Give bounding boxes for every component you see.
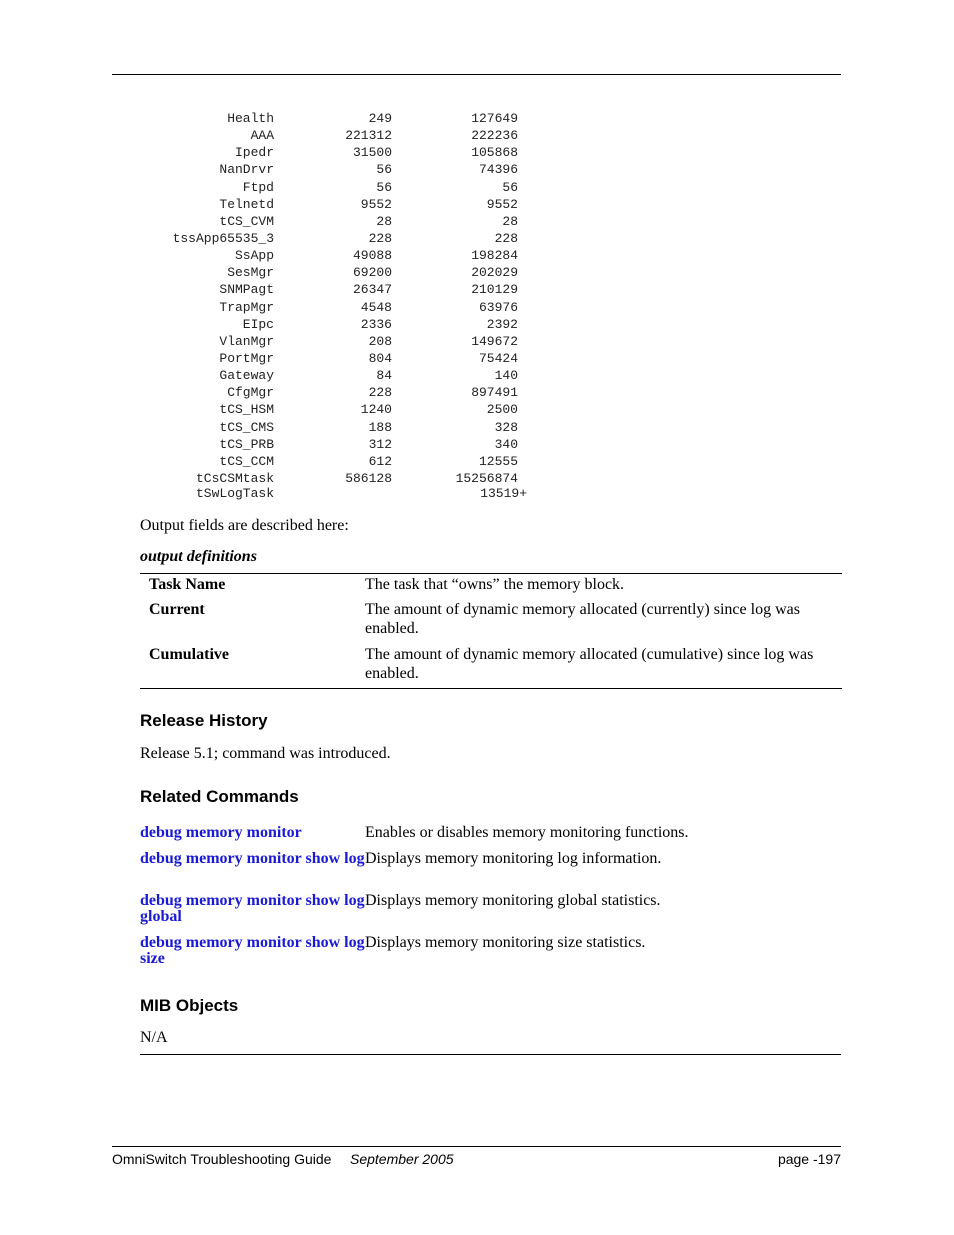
task-name: CfgMgr <box>227 385 274 401</box>
task-row <box>0 196 954 213</box>
release-history-heading: Release History <box>140 711 268 730</box>
task-name: Health <box>227 111 274 126</box>
task-row <box>0 144 954 161</box>
definition-desc: The amount of dynamic memory allocated (cumulative) since log was enabled. <box>365 646 814 682</box>
task-cumulative: 897491 <box>471 385 518 401</box>
task-row <box>0 333 954 350</box>
related-command-row <box>140 825 840 841</box>
task-current: 4548 <box>360 299 392 315</box>
task-current: 26347 <box>352 282 392 298</box>
task-cumulative: 202029 <box>471 265 518 281</box>
table-bottom-rule <box>140 688 842 689</box>
task-row <box>0 401 954 418</box>
task-current: 28 <box>376 213 392 229</box>
task-cumulative: 228 <box>494 230 518 246</box>
related-command-row <box>140 935 840 967</box>
related-command-desc: Displays memory monitoring log information. <box>365 850 662 867</box>
task-cumulative: 340 <box>494 436 518 452</box>
task-name: tssApp65535_3 <box>172 230 274 246</box>
task-name: SsApp <box>234 248 274 264</box>
task-cumulative: 127649 <box>471 111 518 126</box>
task-name: PortMgr <box>219 350 274 366</box>
task-cumulative: 28 <box>502 213 518 229</box>
task-current: 69200 <box>352 265 392 281</box>
task-current: 228 <box>368 230 392 246</box>
task-current: 9552 <box>360 196 392 212</box>
task-current: 56 <box>376 179 392 195</box>
definition-term: Cumulative <box>149 646 229 663</box>
release-history-text: Release 5.1; command was introduced. <box>140 745 391 762</box>
task-row <box>0 230 954 247</box>
task-name: SesMgr <box>227 265 274 281</box>
related-command-link[interactable]: debug memory monitor <box>140 824 302 841</box>
task-row <box>0 299 954 316</box>
task-name: tSwLogTask <box>195 486 274 501</box>
definitions-caption: output definitions <box>140 548 257 565</box>
task-current: 586128 <box>345 470 392 486</box>
task-name: AAA <box>250 128 274 144</box>
footer-guide-title: OmniSwitch Troubleshooting Guide <box>112 1151 332 1167</box>
task-name: tCS_CVM <box>219 213 274 229</box>
task-current: 249 <box>368 111 392 126</box>
task-cumulative: 328 <box>494 419 518 435</box>
task-current: 228 <box>368 385 392 401</box>
task-cumulative: 105868 <box>471 145 518 161</box>
task-row <box>0 453 954 470</box>
task-name: Gateway <box>219 368 274 384</box>
task-row <box>0 110 954 127</box>
section-end-rule <box>140 1054 841 1055</box>
task-row <box>0 436 954 453</box>
task-current: 1240 <box>360 402 392 418</box>
task-name: Ipedr <box>234 145 274 161</box>
definition-desc: The task that “owns” the memory block. <box>365 576 625 593</box>
task-row <box>0 281 954 298</box>
related-command-desc: Displays memory monitoring size statistics. <box>365 934 646 951</box>
task-cumulative: 74396 <box>478 162 518 178</box>
related-command-desc: Displays memory monitoring global statistics. <box>365 892 661 909</box>
related-command-row <box>140 851 840 867</box>
task-current: 56 <box>376 162 392 178</box>
task-cumulative: 63976 <box>478 299 518 315</box>
footer-rule <box>112 1146 841 1147</box>
task-name: Ftpd <box>242 179 274 195</box>
task-cumulative: 198284 <box>471 248 518 264</box>
task-name: tCS_HSM <box>219 402 274 418</box>
footer-page-number: page -197 <box>777 1151 841 1167</box>
task-cumulative: 2500 <box>486 402 518 418</box>
task-current: 208 <box>368 333 392 349</box>
task-name: tCS_CCM <box>219 453 274 469</box>
task-current: 188 <box>368 419 392 435</box>
task-name: tCS_CMS <box>219 419 274 435</box>
related-command-row <box>140 893 840 925</box>
related-command-link[interactable]: debug memory monitor show log global <box>140 892 365 925</box>
task-current: 84 <box>376 368 392 384</box>
task-name: tCsCSMtask <box>195 470 274 486</box>
task-current: 221312 <box>345 128 392 144</box>
task-cumulative: 222236 <box>471 128 518 144</box>
task-cumulative: 15256874 <box>455 470 518 486</box>
task-name: TrapMgr <box>219 299 274 315</box>
related-commands-heading: Related Commands <box>140 787 299 806</box>
task-current: 804 <box>368 350 392 366</box>
task-current: 49088 <box>352 248 392 264</box>
task-name: NanDrvr <box>219 162 274 178</box>
related-command-link[interactable]: debug memory monitor show log <box>140 850 365 867</box>
task-cumulative: 149672 <box>471 333 518 349</box>
definition-desc: The amount of dynamic memory allocated (currently) since log was enabled. <box>365 601 800 637</box>
task-current: 31500 <box>352 145 392 161</box>
task-cumulative: 2392 <box>486 316 518 332</box>
task-name: VlanMgr <box>219 333 274 349</box>
task-cumulative: 75424 <box>478 350 518 366</box>
task-cumulative: 56 <box>502 179 518 195</box>
task-row <box>0 161 954 178</box>
task-current: 312 <box>368 436 392 452</box>
task-name: EIpc <box>242 316 274 332</box>
definition-row <box>140 573 842 594</box>
intro-text: Output fields are described here: <box>140 517 349 534</box>
task-cumulative: 140 <box>494 368 518 384</box>
task-row <box>0 247 954 264</box>
task-current: 2336 <box>360 316 392 332</box>
task-cumulative: 9552 <box>486 196 518 212</box>
task-row <box>0 419 954 436</box>
task-cumulative: 12555 <box>478 453 518 469</box>
task-row <box>0 384 954 401</box>
mib-objects-heading: MIB Objects <box>140 996 239 1015</box>
task-name: Telnetd <box>219 196 274 212</box>
task-cumulative: 210129 <box>471 282 518 298</box>
footer-date: September 2005 <box>350 1151 454 1167</box>
task-cumulative: 13519+ <box>480 486 527 501</box>
task-current: 612 <box>368 453 392 469</box>
task-row <box>0 264 954 281</box>
task-name: SNMPagt <box>219 282 274 298</box>
task-row <box>0 213 954 230</box>
task-row <box>0 350 954 367</box>
definition-term: Task Name <box>149 576 226 593</box>
task-row <box>0 179 954 196</box>
header-rule <box>112 74 841 75</box>
related-command-link[interactable]: debug memory monitor show log size <box>140 934 365 967</box>
task-row <box>0 127 954 144</box>
task-row <box>0 367 954 384</box>
mib-objects-text: N/A <box>140 1029 168 1046</box>
task-row <box>0 316 954 333</box>
definitions-table <box>140 573 842 683</box>
definition-term: Current <box>149 601 205 618</box>
related-command-desc: Enables or disables memory monitoring functions. <box>365 824 689 841</box>
definition-row <box>140 594 842 638</box>
task-row <box>0 485 954 502</box>
task-name: tCS_PRB <box>219 436 274 452</box>
definition-row <box>140 638 842 683</box>
